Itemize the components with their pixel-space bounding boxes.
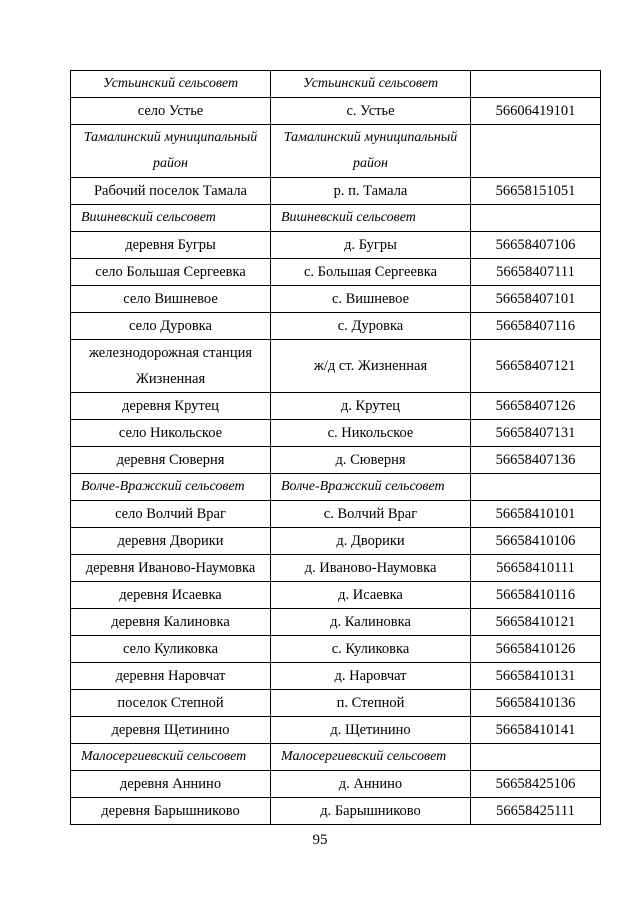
cell-settlement-name: Рабочий поселок Тамала xyxy=(71,178,271,205)
section-header-row xyxy=(71,474,601,501)
cell-settlement-name: деревня Крутец xyxy=(71,393,271,420)
header-cell-code xyxy=(471,205,601,232)
cell-oktmo-code: 56606419101 xyxy=(471,98,601,125)
table-row xyxy=(71,286,601,313)
cell-settlement-short-name: с. Дуровка xyxy=(271,313,471,340)
cell-oktmo-code: 56658410116 xyxy=(471,582,601,609)
cell-settlement-short-name: д. Калиновка xyxy=(271,609,471,636)
table-row xyxy=(71,528,601,555)
header-cell-name: Волче-Вражский сельсовет xyxy=(71,474,271,501)
table-row xyxy=(71,447,601,474)
table-row xyxy=(71,178,601,205)
cell-oktmo-code: 56658407111 xyxy=(471,259,601,286)
header-cell-short-name: Устьинский сельсовет xyxy=(271,71,471,98)
table-row xyxy=(71,798,601,825)
cell-oktmo-code: 56658410101 xyxy=(471,501,601,528)
cell-settlement-short-name: д. Сюверня xyxy=(271,447,471,474)
cell-oktmo-code: 56658410136 xyxy=(471,690,601,717)
cell-settlement-short-name: д. Наровчат xyxy=(271,663,471,690)
table-row xyxy=(71,636,601,663)
table-row xyxy=(71,98,601,125)
cell-oktmo-code: 56658410111 xyxy=(471,555,601,582)
table-row xyxy=(71,393,601,420)
cell-settlement-short-name: д. Барышниково xyxy=(271,798,471,825)
cell-settlement-name: деревня Бугры xyxy=(71,232,271,259)
cell-settlement-short-name: с. Вишневое xyxy=(271,286,471,313)
header-cell-short-name: Вишневский сельсовет xyxy=(271,205,471,232)
table-row xyxy=(71,771,601,798)
cell-settlement-short-name: д. Исаевка xyxy=(271,582,471,609)
cell-settlement-name: село Большая Сергеевка xyxy=(71,259,271,286)
cell-settlement-short-name: с. Волчий Враг xyxy=(271,501,471,528)
cell-settlement-name: деревня Аннино xyxy=(71,771,271,798)
cell-settlement-name: деревня Дворики xyxy=(71,528,271,555)
section-header-row xyxy=(71,205,601,232)
table-row xyxy=(71,582,601,609)
cell-oktmo-code: 56658410126 xyxy=(471,636,601,663)
cell-settlement-name: село Никольское xyxy=(71,420,271,447)
cell-settlement-name: деревня Барышниково xyxy=(71,798,271,825)
cell-oktmo-code: 56658407121 xyxy=(471,340,601,393)
cell-oktmo-code: 56658407131 xyxy=(471,420,601,447)
header-cell-code xyxy=(471,474,601,501)
cell-oktmo-code: 56658425106 xyxy=(471,771,601,798)
cell-settlement-short-name: с. Никольское xyxy=(271,420,471,447)
section-header-row xyxy=(71,744,601,771)
cell-settlement-name: село Устье xyxy=(71,98,271,125)
header-cell-short-name: Малосергиевский сельсовет xyxy=(271,744,471,771)
cell-oktmo-code: 56658407126 xyxy=(471,393,601,420)
cell-settlement-short-name: д. Иваново-Наумовка xyxy=(271,555,471,582)
cell-oktmo-code: 56658407106 xyxy=(471,232,601,259)
cell-settlement-name: село Куликовка xyxy=(71,636,271,663)
header-cell-name: Тамалинский муниципальный район xyxy=(71,125,271,178)
header-cell-code xyxy=(471,71,601,98)
cell-oktmo-code: 56658410131 xyxy=(471,663,601,690)
header-cell-code xyxy=(471,744,601,771)
section-header-row xyxy=(71,71,601,98)
cell-settlement-name: железнодорожная станция Жизненная xyxy=(71,340,271,393)
cell-settlement-short-name: ж/д ст. Жизненная xyxy=(271,340,471,393)
cell-oktmo-code: 56658151051 xyxy=(471,178,601,205)
cell-oktmo-code: 56658407101 xyxy=(471,286,601,313)
cell-settlement-short-name: с. Устье xyxy=(271,98,471,125)
cell-settlement-name: деревня Сюверня xyxy=(71,447,271,474)
table-row xyxy=(71,609,601,636)
table-row xyxy=(71,313,601,340)
cell-settlement-name: деревня Наровчат xyxy=(71,663,271,690)
cell-settlement-name: село Волчий Враг xyxy=(71,501,271,528)
cell-oktmo-code: 56658410141 xyxy=(471,717,601,744)
cell-oktmo-code: 56658407116 xyxy=(471,313,601,340)
cell-settlement-short-name: д. Щетинино xyxy=(271,717,471,744)
table-row xyxy=(71,663,601,690)
cell-settlement-short-name: с. Куликовка xyxy=(271,636,471,663)
header-cell-name: Вишневский сельсовет xyxy=(71,205,271,232)
cell-settlement-name: село Дуровка xyxy=(71,313,271,340)
cell-settlement-short-name: с. Большая Сергеевка xyxy=(271,259,471,286)
cell-settlement-name: село Вишневое xyxy=(71,286,271,313)
cell-settlement-name: поселок Степной xyxy=(71,690,271,717)
header-cell-code xyxy=(471,125,601,178)
cell-settlement-name: деревня Иваново-Наумовка xyxy=(71,555,271,582)
cell-oktmo-code: 56658410106 xyxy=(471,528,601,555)
table-row xyxy=(71,717,601,744)
header-cell-name: Устьинский сельсовет xyxy=(71,71,271,98)
cell-settlement-short-name: д. Крутец xyxy=(271,393,471,420)
cell-settlement-short-name: р. п. Тамала xyxy=(271,178,471,205)
cell-oktmo-code: 56658410121 xyxy=(471,609,601,636)
section-header-row xyxy=(71,125,601,178)
table-row xyxy=(71,340,601,393)
table-row xyxy=(71,259,601,286)
cell-settlement-short-name: д. Аннино xyxy=(271,771,471,798)
table-row xyxy=(71,420,601,447)
header-cell-short-name: Тамалинский муниципальный район xyxy=(271,125,471,178)
header-cell-name: Малосергиевский сельсовет xyxy=(71,744,271,771)
cell-settlement-name: деревня Исаевка xyxy=(71,582,271,609)
table-row xyxy=(71,501,601,528)
cell-settlement-short-name: д. Дворики xyxy=(271,528,471,555)
page-number: 95 xyxy=(312,832,328,848)
settlements-table-body xyxy=(71,71,601,825)
cell-settlement-name: деревня Калиновка xyxy=(71,609,271,636)
table-row xyxy=(71,232,601,259)
cell-oktmo-code: 56658407136 xyxy=(471,447,601,474)
cell-settlement-short-name: д. Бугры xyxy=(271,232,471,259)
header-cell-short-name: Волче-Вражский сельсовет xyxy=(271,474,471,501)
cell-oktmo-code: 56658425111 xyxy=(471,798,601,825)
settlements-table xyxy=(70,70,601,825)
table-row xyxy=(71,690,601,717)
cell-settlement-short-name: п. Степной xyxy=(271,690,471,717)
cell-settlement-name: деревня Щетинино xyxy=(71,717,271,744)
table-row xyxy=(71,555,601,582)
